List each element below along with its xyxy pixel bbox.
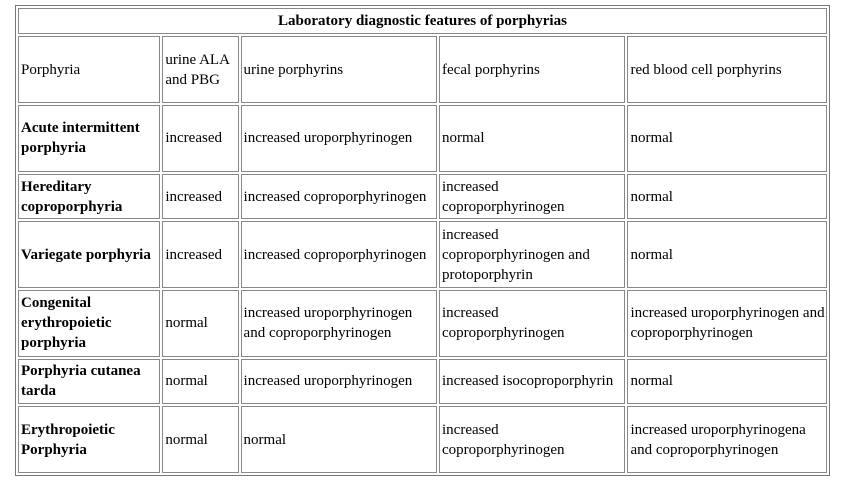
cell-urine-porphyrins: increased uroporphyrinogen [241, 359, 437, 405]
header-rbc-porphyrins: red blood cell porphyrins [627, 36, 827, 103]
porphyria-diagnostic-table [16, 6, 829, 475]
table-row [18, 359, 827, 405]
cell-urine-ala-pbg: normal [162, 406, 238, 473]
cell-fecal-porphyrins: increased coproporphyrinogen [439, 174, 625, 220]
cell-urine-ala-pbg: increased [162, 221, 238, 288]
row-porphyria-name: Acute intermittent porphyria [18, 105, 160, 172]
row-porphyria-name: Variegate porphyria [18, 221, 160, 288]
header-row [18, 36, 827, 103]
cell-urine-porphyrins: increased uroporphyrinogen and coproporphyrinogen [241, 290, 437, 357]
table-caption: Laboratory diagnostic features of porphyrias [18, 8, 827, 34]
cell-urine-ala-pbg: normal [162, 290, 238, 357]
cell-urine-ala-pbg: increased [162, 105, 238, 172]
cell-urine-ala-pbg: normal [162, 359, 238, 405]
caption-row [18, 8, 827, 34]
header-urine-porphyrins: urine porphyrins [241, 36, 437, 103]
row-porphyria-name: Erythropoietic Porphyria [18, 406, 160, 473]
cell-fecal-porphyrins: normal [439, 105, 625, 172]
cell-rbc-porphyrins: normal [627, 105, 827, 172]
porphyria-table-container [15, 5, 830, 476]
row-porphyria-name: Porphyria cutanea tarda [18, 359, 160, 405]
cell-rbc-porphyrins: increased uroporphyrinogena and coproporphyrinogen [627, 406, 827, 473]
table-row [18, 290, 827, 357]
cell-urine-porphyrins: increased coproporphyrinogen [241, 221, 437, 288]
cell-urine-porphyrins: increased coproporphyrinogen [241, 174, 437, 220]
cell-urine-porphyrins: increased uroporphyrinogen [241, 105, 437, 172]
table-row [18, 406, 827, 473]
cell-urine-porphyrins: normal [241, 406, 437, 473]
row-porphyria-name: Hereditary coproporphyria [18, 174, 160, 220]
cell-rbc-porphyrins: normal [627, 359, 827, 405]
cell-fecal-porphyrins: increased coproporphyrinogen [439, 406, 625, 473]
cell-urine-ala-pbg: increased [162, 174, 238, 220]
table-row [18, 221, 827, 288]
cell-fecal-porphyrins: increased isocoproporphyrin [439, 359, 625, 405]
header-fecal-porphyrins: fecal porphyrins [439, 36, 625, 103]
cell-fecal-porphyrins: increased coproporphyrinogen [439, 290, 625, 357]
table-row [18, 105, 827, 172]
cell-rbc-porphyrins: increased uroporphyrinogen and coproporphyrinogen [627, 290, 827, 357]
row-porphyria-name: Congenital erythropoietic porphyria [18, 290, 160, 357]
cell-rbc-porphyrins: normal [627, 174, 827, 220]
header-urine-ala-pbg: urine ALA and PBG [162, 36, 238, 103]
header-porphyria: Porphyria [18, 36, 160, 103]
cell-rbc-porphyrins: normal [627, 221, 827, 288]
table-row [18, 174, 827, 220]
cell-fecal-porphyrins: increased coproporphyrinogen and protoporphyrin [439, 221, 625, 288]
